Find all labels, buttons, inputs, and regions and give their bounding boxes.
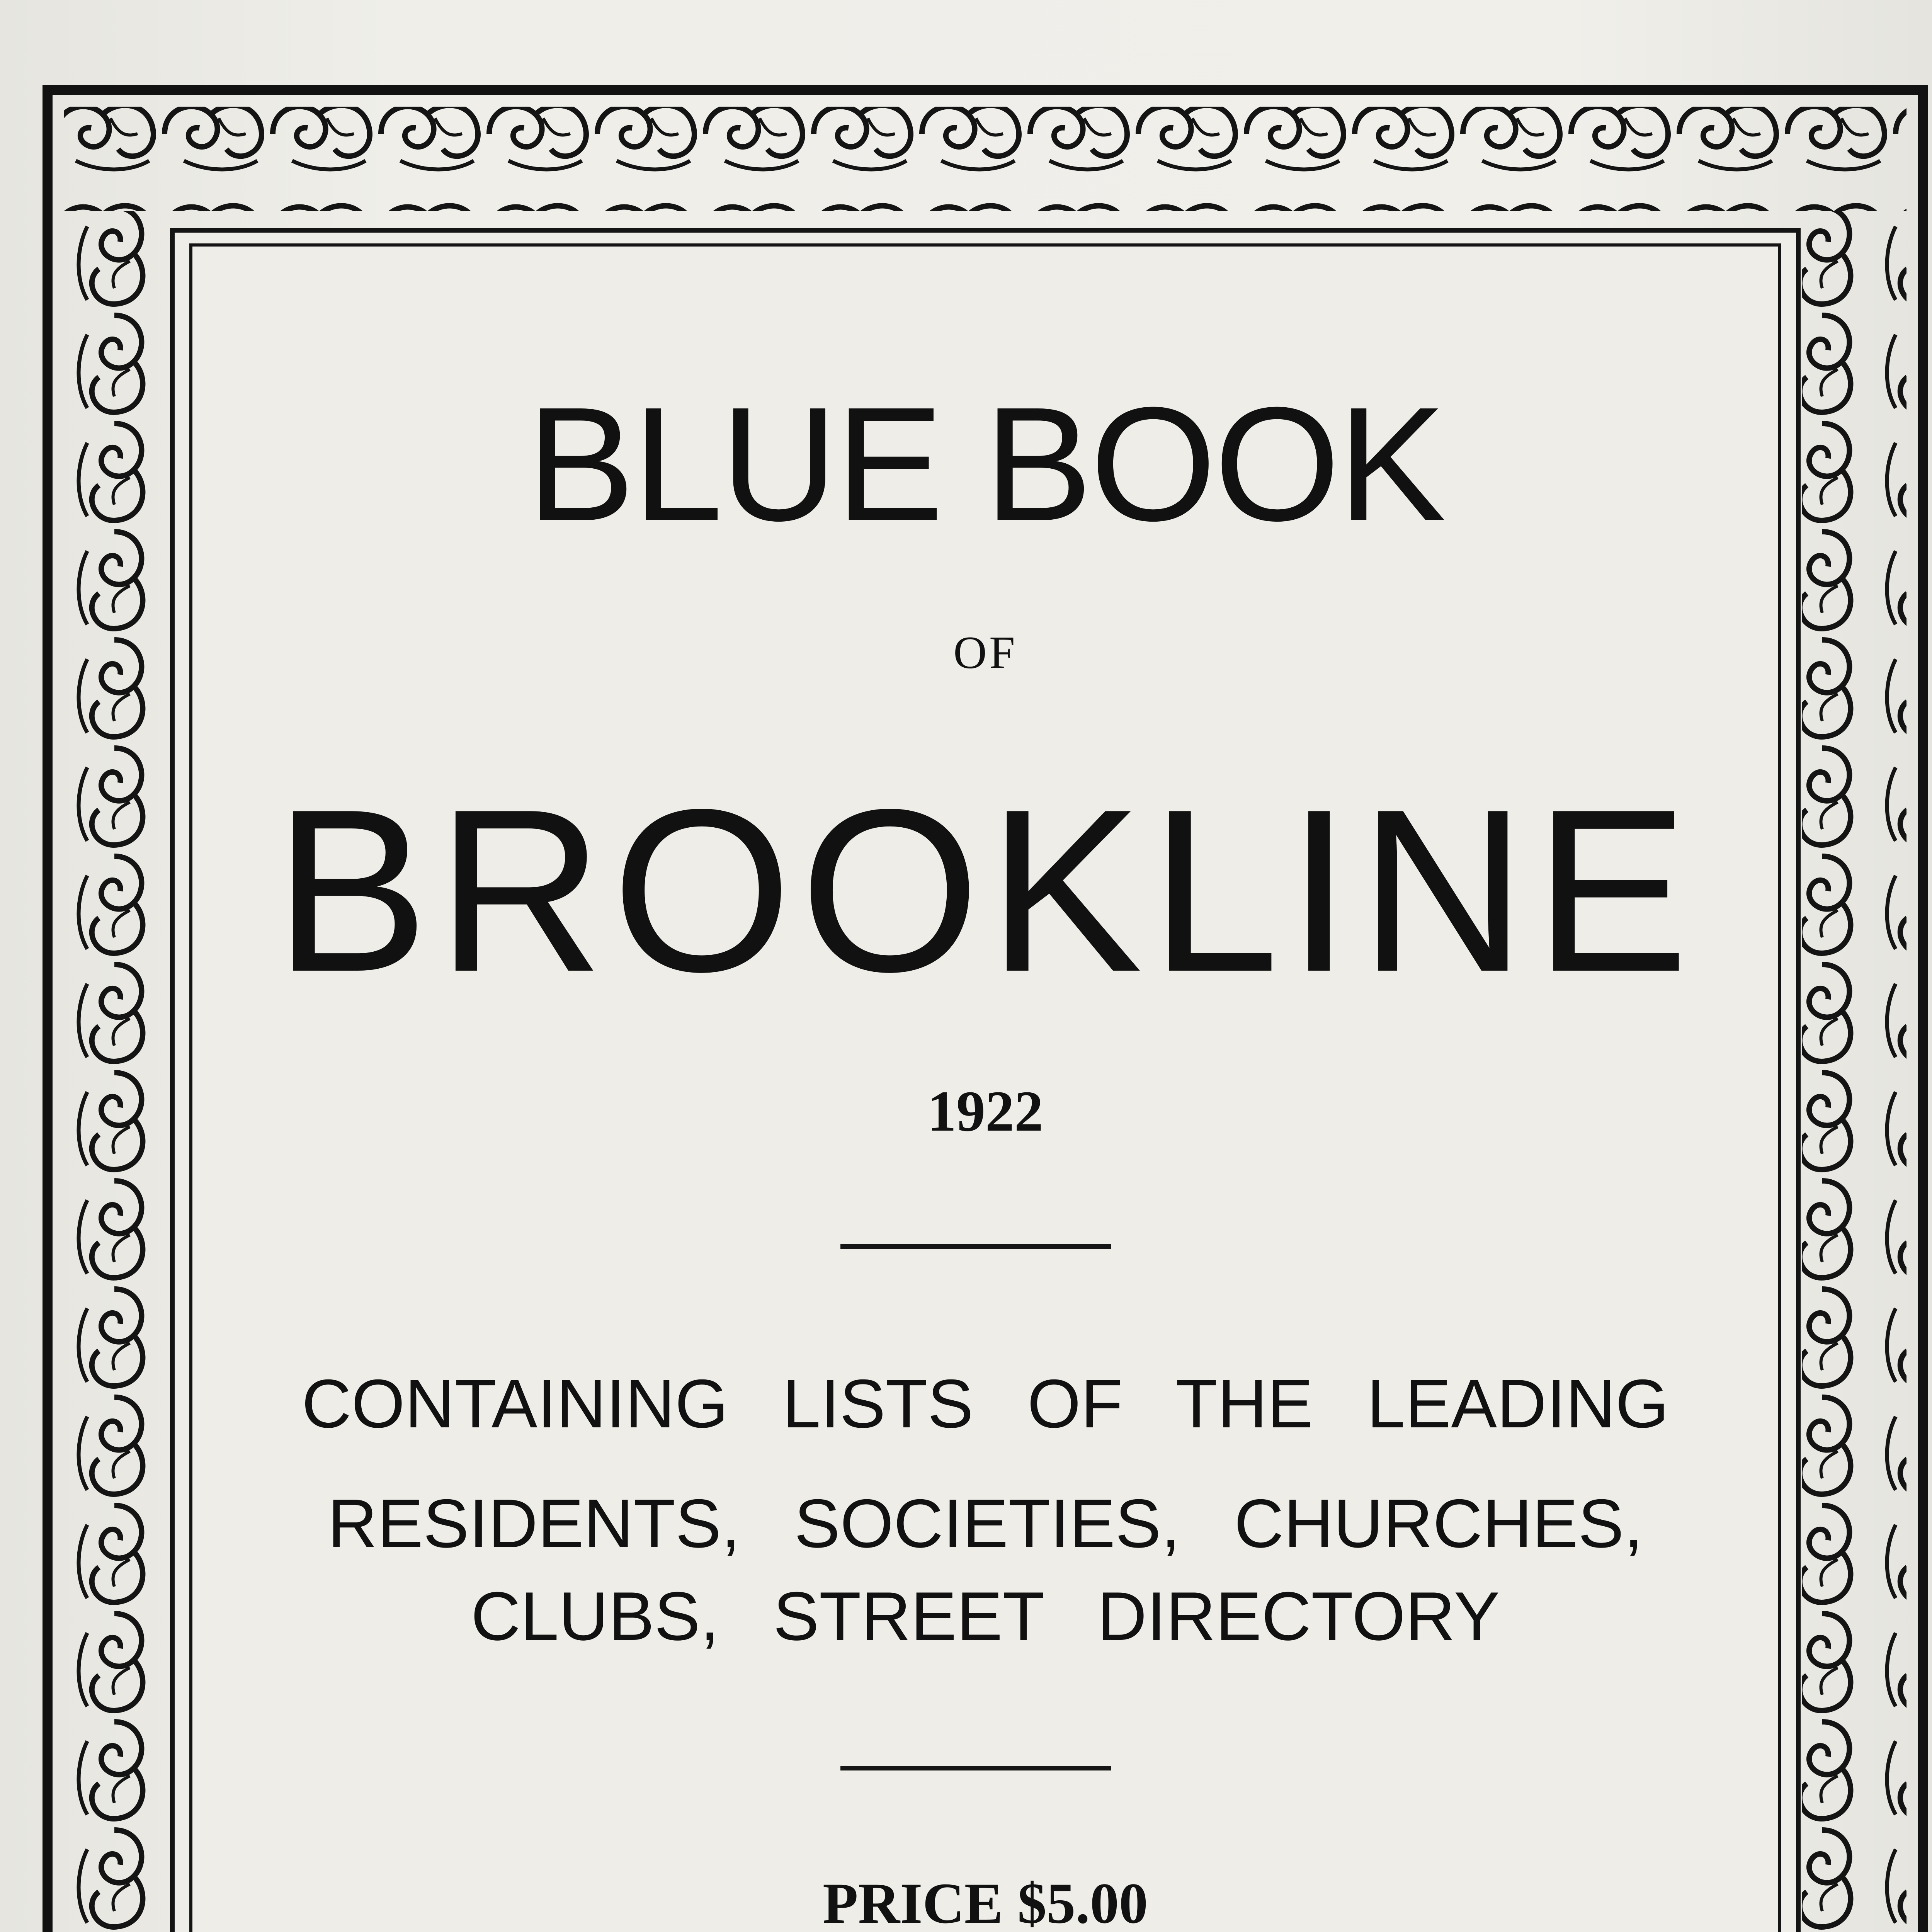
divider-rule xyxy=(840,1244,1111,1249)
edition-year: 1922 xyxy=(927,1079,1043,1143)
top-ornament-band xyxy=(64,107,1906,211)
contents-line-3: CLUBS, STREET DIRECTORY xyxy=(471,1578,1500,1655)
title-of: OF xyxy=(953,627,1017,678)
divider-rule xyxy=(840,1766,1111,1770)
contents-line-2: RESIDENTS, SOCIETIES, CHURCHES, xyxy=(327,1485,1643,1562)
title-page-content xyxy=(189,243,1781,1932)
title-blue-book: BLUE BOOK xyxy=(527,374,1444,555)
contents-line-1: CONTAINING LISTS OF THE LEADING xyxy=(301,1365,1669,1442)
title-brookline: BROOKLINE xyxy=(274,761,1697,1020)
right-ornament-band xyxy=(1802,211,1906,1932)
left-ornament-band xyxy=(64,211,168,1932)
price-label: PRICE $5.00 xyxy=(823,1871,1148,1932)
